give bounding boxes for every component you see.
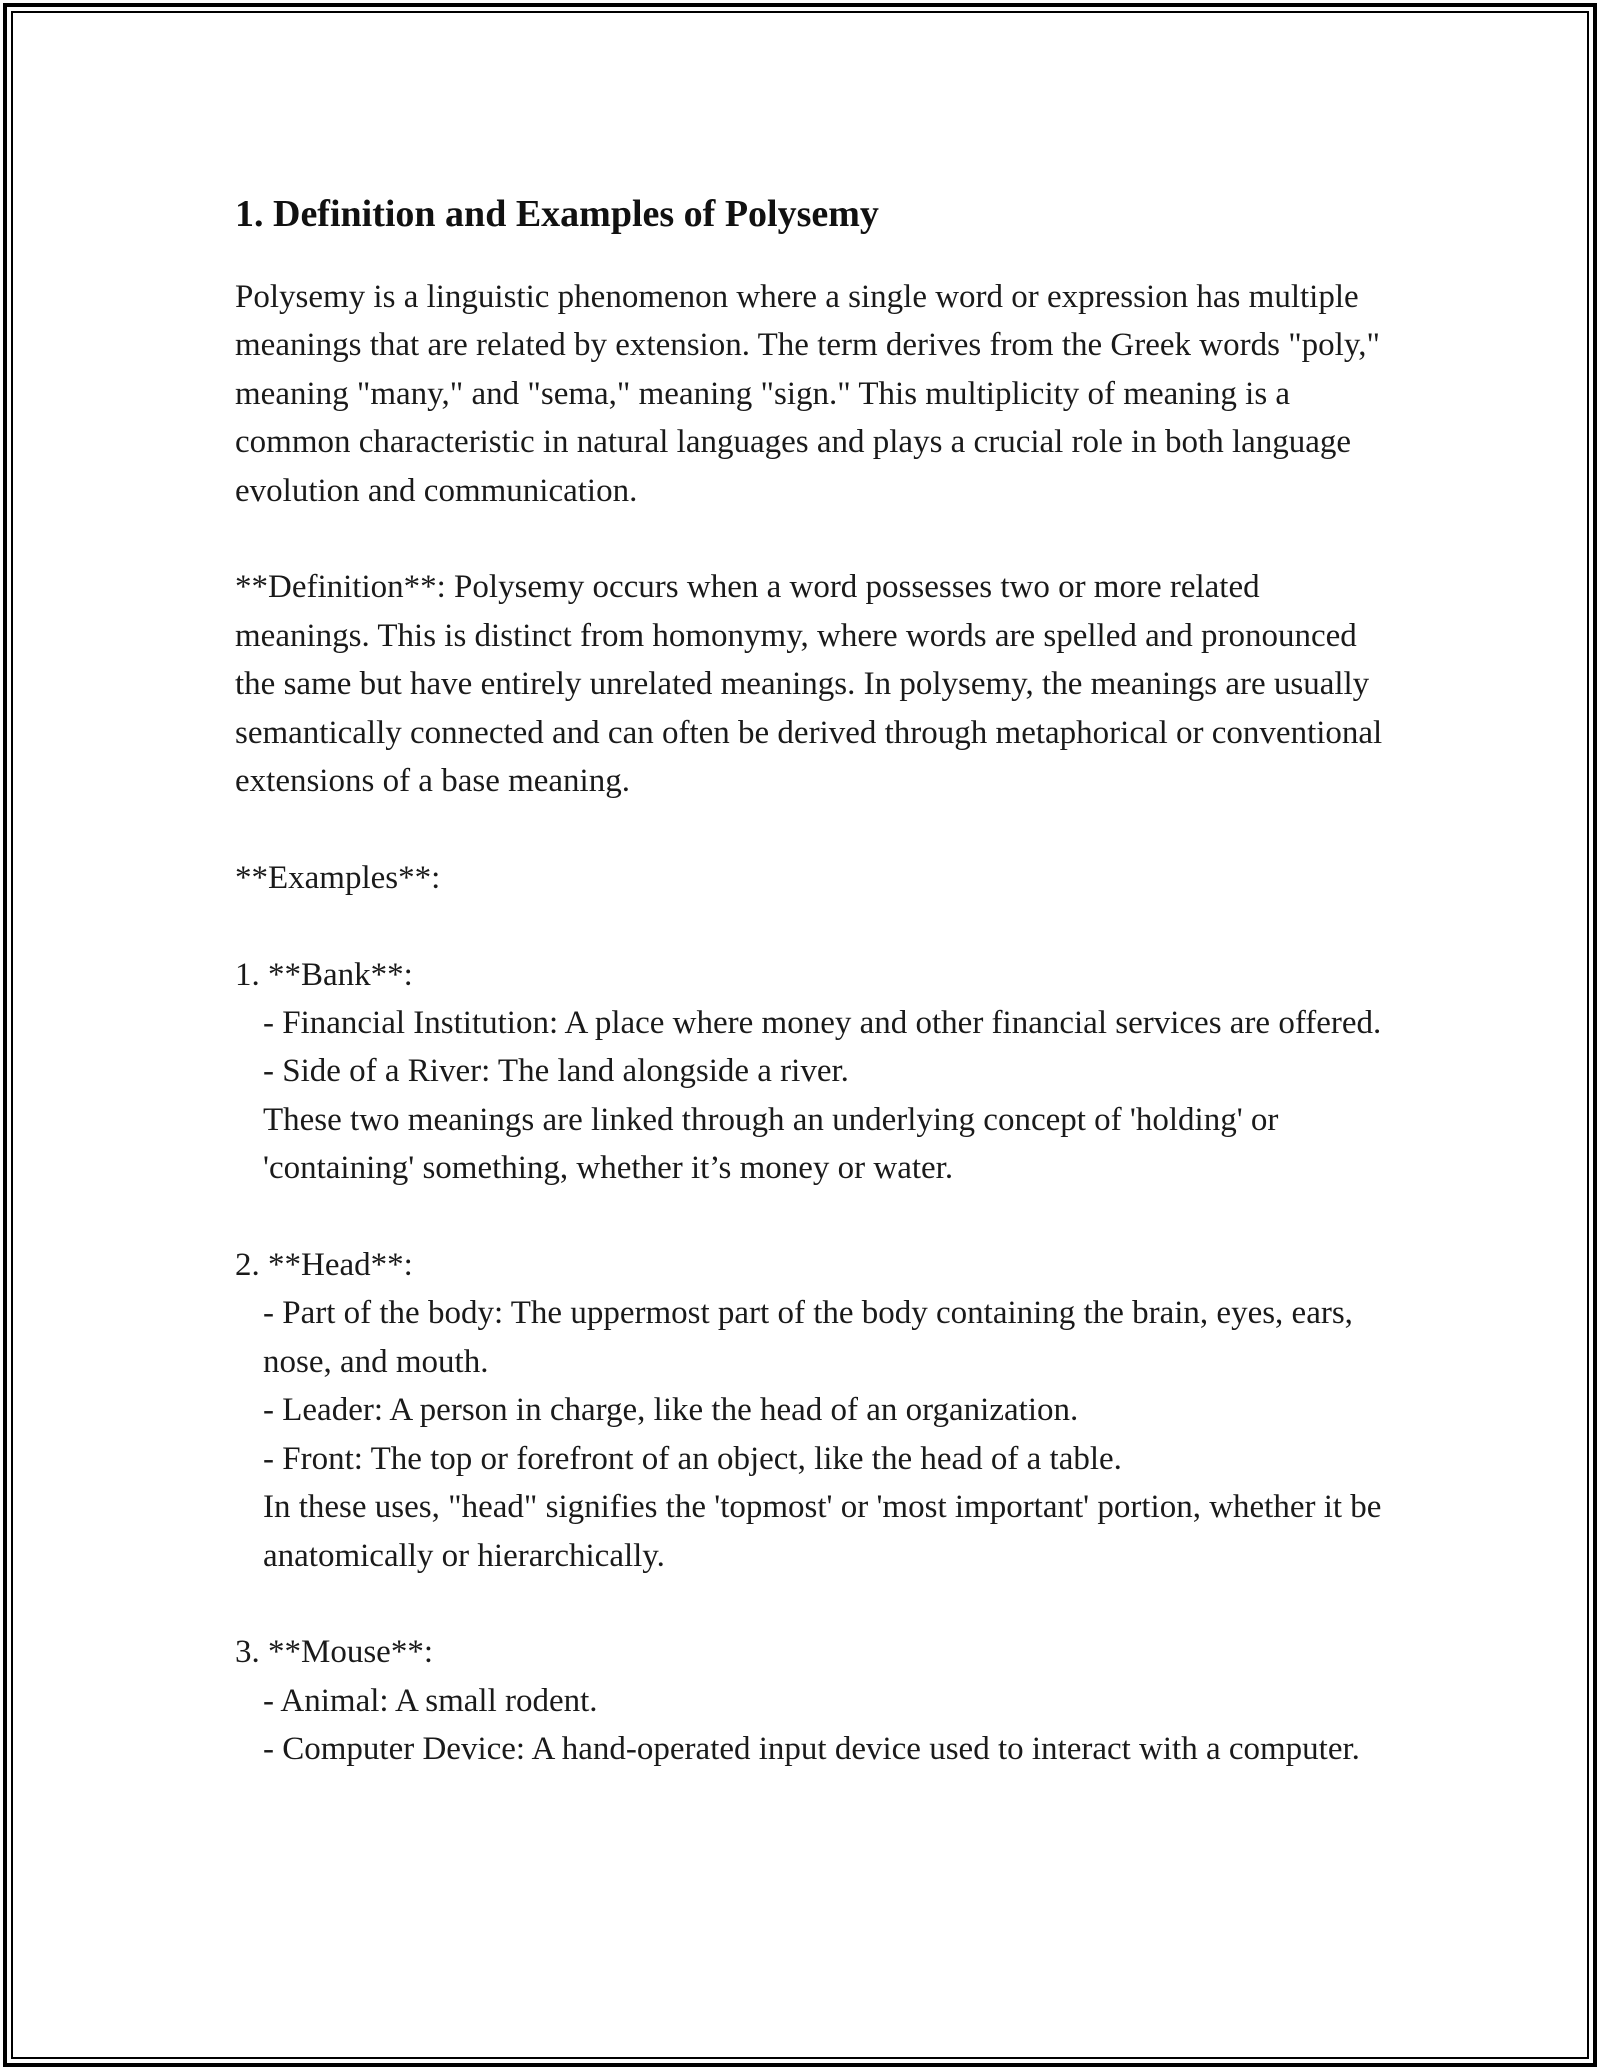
- intro-paragraph: Polysemy is a linguistic phenomenon where a single word or expression has multiple meanings that are related by extension. The term derives from the Greek words "poly," meaning "many," and "sema," meaning "sign." This multiplicity of meaning is a common characteristic in natural languages and plays a crucial role in both language evolution and communication.: [235, 279, 1389, 509]
- example-line: - Animal: A small rodent.: [263, 1682, 598, 1719]
- example-line: - Leader: A person in charge, like the head of an organization.: [263, 1392, 1079, 1429]
- example-line: - Financial Institution: A place where money and other financial services are offered.: [263, 1005, 1382, 1042]
- example-title: 1. **Bank**:: [235, 956, 413, 993]
- example-line: - Side of a River: The land alongside a river.: [263, 1053, 849, 1090]
- example-mouse: [235, 1628, 1385, 1773]
- example-title: 3. **Mouse**:: [235, 1634, 433, 1671]
- example-title: 2. **Head**:: [235, 1247, 413, 1284]
- example-line: - Part of the body: The uppermost part of the body containing the brain, eyes, ears, nose, and mouth.: [263, 1295, 1362, 1380]
- section-heading: 1. Definition and Examples of Polysemy: [235, 193, 879, 235]
- example-bank: [235, 951, 1385, 1193]
- example-line: In these uses, "head" signifies the 'topmost' or 'most important' portion, whether it be anatomically or hierarchically.: [263, 1489, 1390, 1574]
- example-line: - Computer Device: A hand-operated input device used to interact with a computer.: [263, 1731, 1360, 1768]
- definition-paragraph: **Definition**: Polysemy occurs when a word possesses two or more related meanings. This is distinct from homonymy, where words are spelled and pronounced the same but have entirely unrelated meanings. In polysemy, the meanings are usually semantically connected and can often be derived through metaphorical or conventional extensions of a base meaning.: [235, 569, 1391, 800]
- document-body: [235, 185, 1391, 1774]
- example-head: [235, 1241, 1390, 1580]
- example-line: - Front: The top or forefront of an object, like the head of a table.: [263, 1440, 1122, 1477]
- example-line: These two meanings are linked through an underlying concept of 'holding' or 'containing' something, whether it’s money or water.: [263, 1101, 1287, 1187]
- examples-label: **Examples**:: [235, 859, 441, 896]
